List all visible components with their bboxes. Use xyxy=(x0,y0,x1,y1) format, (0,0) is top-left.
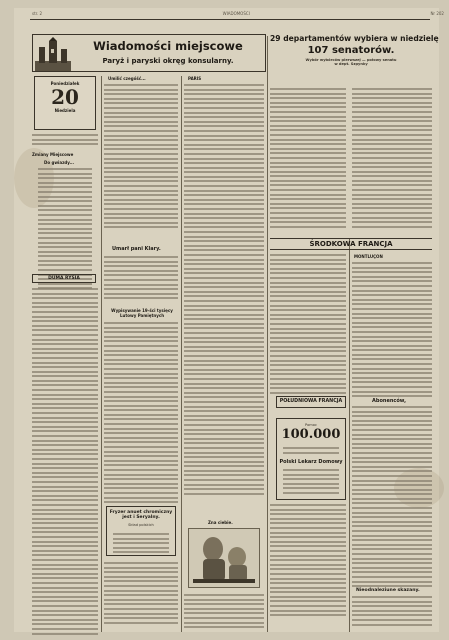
polski-lekarz-ad xyxy=(276,418,346,500)
cartoon-illustration xyxy=(188,528,260,588)
right-column xyxy=(352,254,432,632)
col2-article-4 xyxy=(104,562,178,626)
ad-main-text: Polski Lekarz Domowy xyxy=(279,459,343,465)
central-france-heading: ŚRODKOWA FRANCJA xyxy=(270,238,432,250)
left-column xyxy=(32,134,98,632)
running-head-center: WIADOMOŚCI xyxy=(222,10,250,16)
calendar-notes xyxy=(32,134,98,148)
right-article-1 xyxy=(352,262,432,400)
column-rule xyxy=(181,76,182,632)
running-head-left: str. 2 xyxy=(32,10,43,16)
ad-top-text: Pomoc xyxy=(305,423,317,427)
column-rule xyxy=(267,36,268,632)
election-line-3: Wybór wybórców pierwszej — połowy senatu xyxy=(305,58,397,62)
poem-title: Do gwiazdy... xyxy=(44,160,75,165)
duma-rysia-heading: DUMA RYSIA xyxy=(32,274,96,283)
local-news-subtitle: Paryż i paryski okręg konsularny. xyxy=(102,57,234,65)
col3-heading-1: PARIS xyxy=(188,76,202,81)
image-caption: Zna ciebie. xyxy=(208,520,233,525)
calendar-next-day: Niedziela xyxy=(54,108,76,113)
running-head xyxy=(32,8,444,18)
election-line-1: 29 departamentów wybiera w niedzielę xyxy=(270,34,439,43)
col2-article-1 xyxy=(104,84,178,231)
newspaper-page xyxy=(14,8,444,632)
right-bottom-heading: Nieodnaleziune skazany. xyxy=(356,588,420,593)
col2-ad-title: Fryzer anuet chromiczny jest i Seryalny. xyxy=(109,510,173,520)
column-four-bottom xyxy=(270,504,346,632)
local-news-banner xyxy=(32,34,266,72)
col2-article-3 xyxy=(104,322,178,506)
col3-article-bottom xyxy=(184,594,264,631)
election-article-right xyxy=(352,88,432,236)
calendar-day-number: 20 xyxy=(51,85,79,109)
left-column-article xyxy=(32,288,98,637)
local-news-title: Wiadomości miejscowe xyxy=(93,39,243,53)
col2-advertisement xyxy=(106,506,176,556)
column-rule xyxy=(101,76,102,632)
election-headline xyxy=(270,34,439,84)
right-heading-1: MONTLUÇON xyxy=(354,254,383,259)
col2-heading-2: Umarł pani Klary. xyxy=(112,246,161,252)
col2-article-2 xyxy=(104,256,178,302)
ad-number: 100.000 xyxy=(281,427,341,442)
column-two xyxy=(104,76,178,632)
southern-france-heading: POŁUDNIOWA FRANCJA xyxy=(276,396,346,408)
ad-body-lines-1 xyxy=(283,447,339,456)
col2-heading-1: Umilić czegóść... xyxy=(108,76,146,81)
right-article-2 xyxy=(352,406,432,590)
top-rule xyxy=(30,19,430,20)
election-article-left xyxy=(270,88,346,236)
col2-heading-3: Wypisywanie 19-ści tysięcy Lutowy Pamiętnych xyxy=(111,308,173,318)
cartoon-figure-icon xyxy=(189,529,259,587)
ad-body-lines-2 xyxy=(283,469,339,497)
left-section-heading: Zmiany Miejscowe xyxy=(32,152,74,157)
col2-ad-subtitle: Skład polskich xyxy=(128,523,154,527)
running-head-right: Nr 202 xyxy=(430,10,444,16)
announcement-title: Abonenców, xyxy=(372,398,406,404)
election-line-2: 107 senatorów. xyxy=(307,45,395,56)
col3-article xyxy=(184,84,264,497)
column-three xyxy=(184,76,264,632)
election-line-4: w dept. Szpynky xyxy=(334,62,368,66)
calendar-day-name: Poniedziałek xyxy=(50,81,80,86)
calendar-box xyxy=(34,76,96,130)
column-rule xyxy=(349,238,350,632)
col2-ad-text xyxy=(113,533,169,556)
right-article-3 xyxy=(352,596,432,628)
castle-illustration-icon xyxy=(35,37,71,71)
